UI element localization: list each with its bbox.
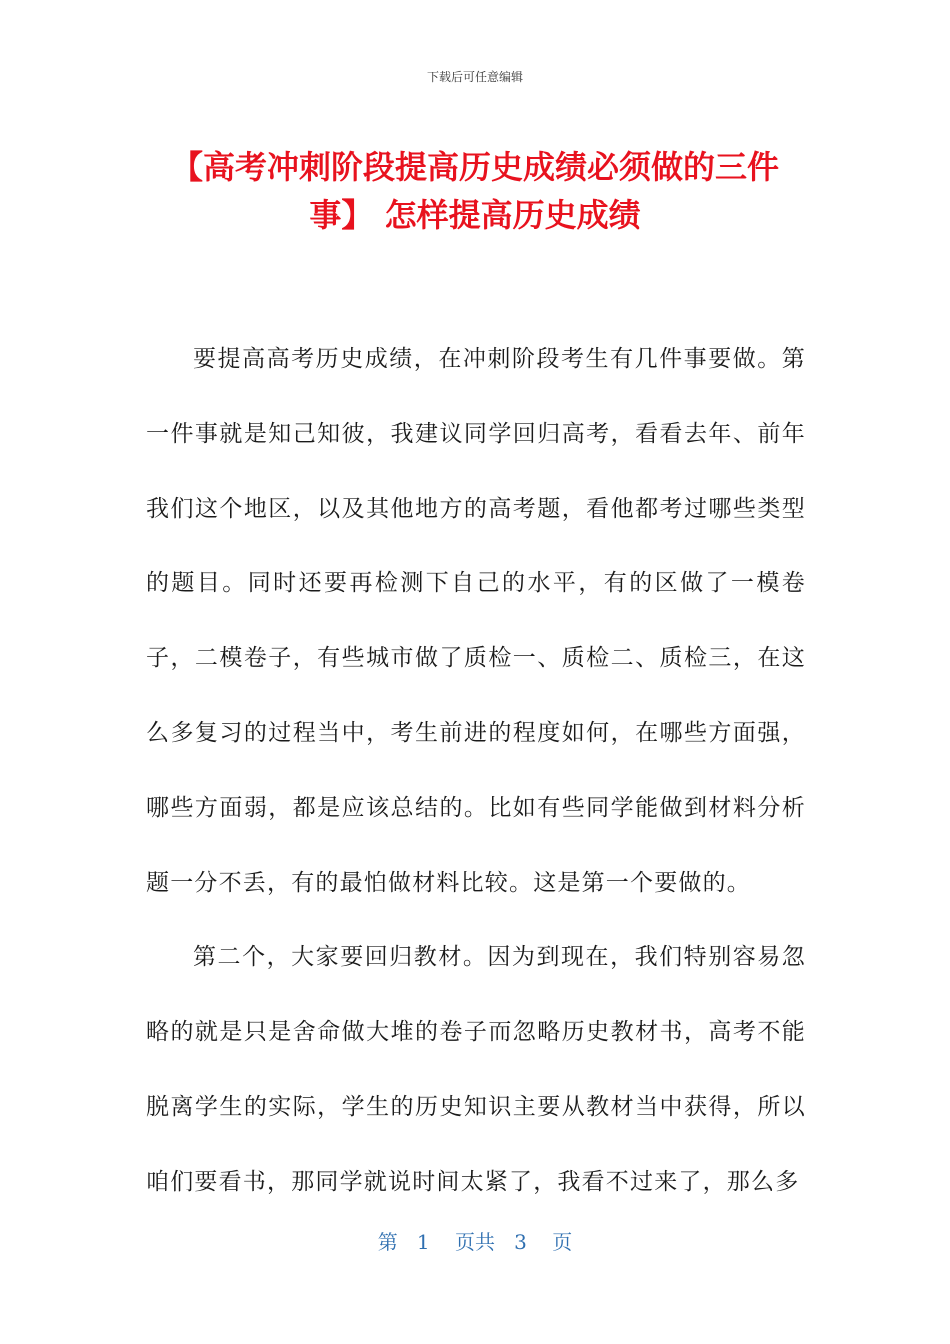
document-body bbox=[146, 322, 806, 1220]
paragraph-1: 要提高高考历史成绩，在冲刺阶段考生有几件事要做。第一件事就是知己知彼，我建议同学回归高考，看看去年、前年我们这个地区，以及其他地方的高考题，看他都考过哪些类型的题目。同时还要再检测下自己的水平，有的区做了一模卷子，二模卷子，有些城市做了质检一、质检二、质检三，在这么多复习的过程当中，考生前进的程度如何，在哪些方面强，哪些方面弱，都是应该总结的。比如有些同学能做到材料分析题一分不丢，有的最怕做材料比较。这是第一个要做的。 bbox=[146, 346, 806, 896]
footer-total-pages: 3 bbox=[514, 1230, 527, 1254]
footer-suffix: 页 bbox=[552, 1230, 573, 1254]
document-title: 【高考冲刺阶段提高历史成绩必须做的三件事】 怎样提高历史成绩 bbox=[170, 148, 779, 234]
page-footer bbox=[0, 1226, 950, 1255]
footer-current-page: 1 bbox=[416, 1230, 430, 1254]
footer-prefix: 第 bbox=[377, 1230, 398, 1254]
paragraph-2: 第二个，大家要回归教材。因为到现在，我们特别容易忽略的就是只是舍命做大堆的卷子而忽略历史教材书，高考不能脱离学生的实际，学生的历史知识主要从教材当中获得，所以咱们要看书，那同学就说时间太紧了，我看不过来了，那么多 bbox=[146, 944, 806, 1195]
header-note: 下载后可任意编辑 bbox=[426, 70, 523, 84]
footer-middle: 页共 bbox=[455, 1230, 495, 1254]
